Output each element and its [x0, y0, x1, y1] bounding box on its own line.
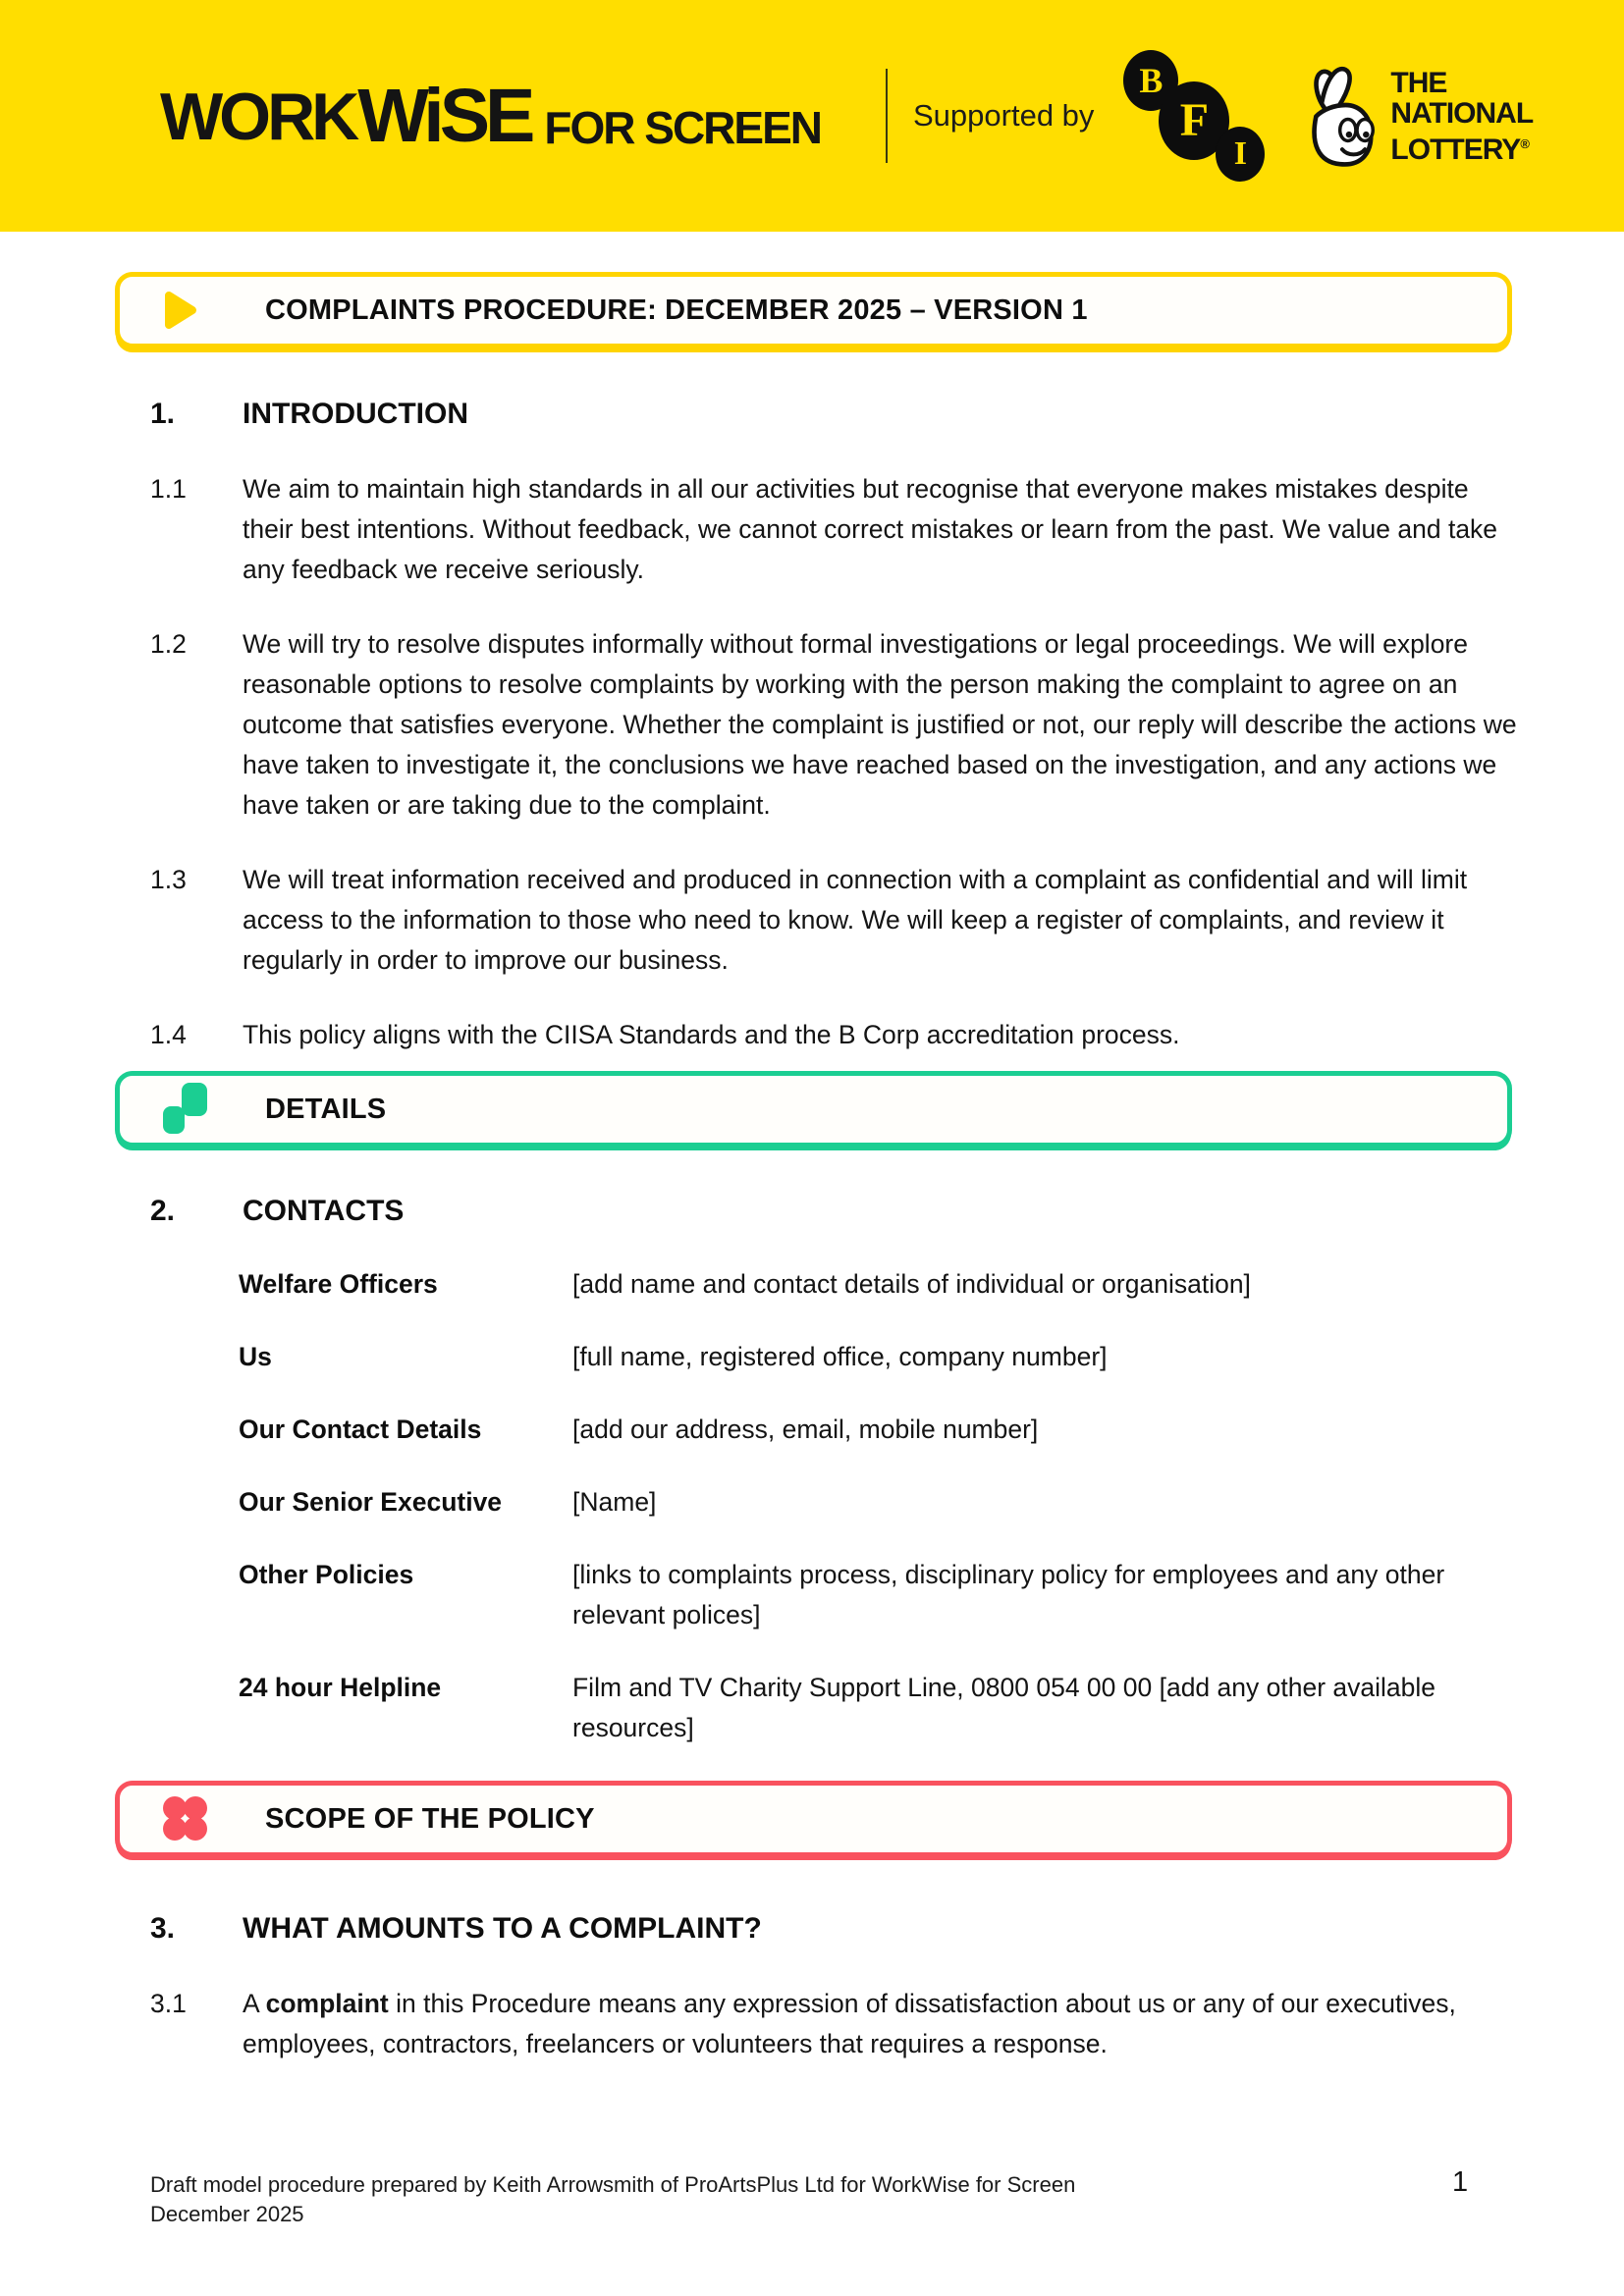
section-title: CONTACTS	[243, 1195, 405, 1227]
contact-label: Our Senior Executive	[239, 1487, 503, 1517]
contact-label: 24 hour Helpline	[239, 1673, 442, 1702]
paragraph-1-4	[150, 1015, 1518, 1055]
paragraph-number: 1.2	[150, 629, 187, 659]
bfi-letter-f: F	[1159, 81, 1229, 160]
red-flower-icon	[163, 1796, 214, 1842]
supported-by-label: Supported by	[913, 98, 1095, 133]
contact-row-contact-details	[239, 1410, 1518, 1450]
lottery-line-national: NATIONAL	[1390, 96, 1534, 130]
bfi-letter-i: I	[1216, 127, 1265, 182]
details-banner-label: DETAILS	[265, 1093, 387, 1125]
paragraph-number: 3.1	[150, 1989, 187, 2018]
section-title: WHAT AMOUNTS TO A COMPLAINT?	[243, 1912, 762, 1945]
paragraph-text: A complaint in this Procedure means any expression of dissatisfaction about us or any of our executives, employees, contractors, freelancers or volunteers that requires a response.	[243, 1989, 1456, 2058]
scope-banner-label: SCOPE OF THE POLICY	[265, 1802, 595, 1835]
bfi-letter-b: B	[1123, 50, 1178, 111]
contact-value: [Name]	[572, 1487, 657, 1517]
bold-complaint-term: complaint	[265, 1989, 389, 2018]
paragraph-1-3	[150, 860, 1518, 981]
section-number: 2.	[150, 1195, 176, 1227]
section-heading-introduction	[150, 394, 1518, 435]
footer-note	[150, 2170, 1075, 2229]
paragraph-text: We aim to maintain high standards in all our activities but recognise that everyone makes mistakes despite their best intentions. Without feedback, we cannot correct mistakes or learn from the past. We value and take any feedback we receive seriously.	[243, 474, 1498, 584]
crossed-fingers-icon	[1302, 62, 1382, 170]
paragraph-3-1	[150, 1984, 1518, 2064]
section-heading-complaint	[150, 1908, 1518, 1949]
contact-value: [links to complaints process, disciplinary policy for employees and any other relevant polices]	[572, 1560, 1445, 1629]
contact-label: Welfare Officers	[239, 1269, 438, 1299]
header-divider	[886, 69, 888, 163]
contact-label: Us	[239, 1342, 272, 1371]
header-banner	[0, 0, 1624, 232]
paragraph-number: 1.3	[150, 865, 187, 894]
scope-banner	[115, 1781, 1512, 1857]
lottery-line-the: THE	[1390, 66, 1447, 99]
logo-work-text: WORK	[160, 80, 356, 155]
page-number: 1	[1452, 2166, 1469, 2198]
contact-row-welfare-officers	[239, 1264, 1518, 1305]
section-number: 1.	[150, 398, 176, 430]
paragraph-text: This policy aligns with the CIISA Standards and the B Corp accreditation process.	[243, 1020, 1180, 1049]
contact-value: Film and TV Charity Support Line, 0800 054 00 00 [add any other available resources]	[572, 1673, 1435, 1742]
title-banner	[115, 272, 1512, 348]
section-title: INTRODUCTION	[243, 398, 468, 430]
footer-line-1: Draft model procedure prepared by Keith Arrowsmith of ProArtsPlus Ltd for WorkWise for Screen	[150, 2172, 1076, 2197]
contact-label: Other Policies	[239, 1560, 414, 1589]
contact-label: Our Contact Details	[239, 1415, 482, 1444]
contact-value: [add our address, email, mobile number]	[572, 1415, 1039, 1444]
document-title: COMPLAINTS PROCEDURE: DECEMBER 2025 – VERSION 1	[265, 294, 1088, 326]
paragraph-1-1	[150, 469, 1518, 590]
green-blocks-icon	[163, 1081, 214, 1138]
section-number: 3.	[150, 1912, 176, 1945]
details-banner	[115, 1071, 1512, 1148]
section-heading-contacts	[150, 1191, 1518, 1232]
logo-for-screen-text: FOR SCREEN	[544, 101, 821, 153]
lottery-line-lottery: LOTTERY®	[1390, 133, 1530, 166]
paragraph-1-2	[150, 624, 1518, 826]
contact-row-other-policies	[239, 1555, 1518, 1635]
national-lottery-logo	[1302, 62, 1533, 170]
contact-row-helpline	[239, 1668, 1518, 1748]
play-triangle-icon	[163, 290, 214, 331]
paragraph-text: We will treat information received and produced in connection with a complaint as confidential and will limit access to the information to those who need to know. We will keep a register of complaints, and review it regularly in order to improve our business.	[243, 865, 1468, 975]
document-body	[150, 394, 1518, 1055]
footer-line-2: December 2025	[150, 2202, 304, 2226]
contact-value: [add name and contact details of individual or organisation]	[572, 1269, 1251, 1299]
contacts-section	[150, 1191, 1518, 1748]
paragraph-number: 1.4	[150, 1020, 187, 1049]
complaint-section	[150, 1908, 1518, 2064]
contact-value: [full name, registered office, company number]	[572, 1342, 1108, 1371]
logo-wise-text: WiSE	[357, 73, 531, 158]
paragraph-number: 1.1	[150, 474, 187, 504]
paragraph-text: We will try to resolve disputes informally without formal investigations or legal proceedings. We will explore reasonable options to resolve complaints by working with the person making the complaint to agree on an outcome that satisfies everyone. Whether the complaint is justified or not, our reply will describe the actions we have taken to investigate it, the conclusions we have reached based on the investigation, and any actions we have taken or are taking due to the complaint.	[243, 629, 1517, 820]
contact-row-us	[239, 1337, 1518, 1377]
workwise-logo	[160, 73, 821, 158]
national-lottery-wordmark	[1390, 68, 1533, 165]
contact-row-senior-executive	[239, 1482, 1518, 1522]
bfi-logo	[1121, 50, 1278, 183]
registered-mark: ®	[1520, 135, 1530, 151]
